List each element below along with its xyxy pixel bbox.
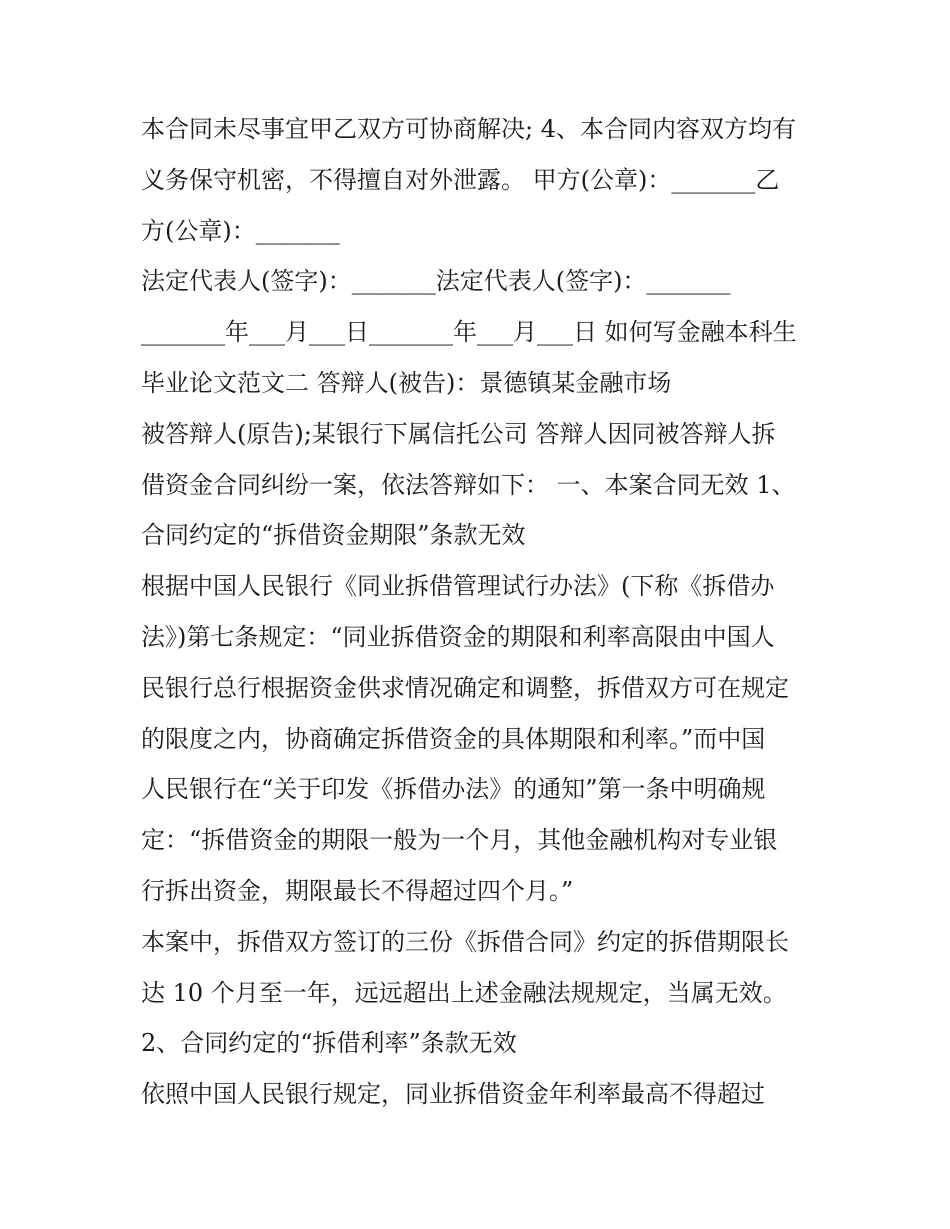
document-body [141,104,821,1120]
text-line: 义务保守机密，不得擅自对外泄露。 甲方(公章)：_______乙 [141,165,780,194]
text-line: 合同约定的“拆借资金期限”条款无效 [141,521,526,550]
text-line: 定：“拆借资金的期限一般为一个月，其他金融机构对专业银 [141,826,778,855]
text-line: 法定代表人(签字)：_______法定代表人(签字)：_______ [141,267,731,296]
text-line: 2、合同约定的“拆借利率”条款无效 [141,1029,517,1058]
text-line: 被答辩人(原告);某银行下属信托公司 答辩人因同被答辩人拆 [141,419,776,448]
text-line: 依照中国人民银行规定，同业拆借资金年利率最高不得超过 [141,1080,765,1109]
text-line: 本合同未尽事宜甲乙双方可协商解决; 4、本合同内容双方均有 [141,115,796,143]
text-line: 借资金合同纠纷一案，依法答辩如下： 一、本案合同无效 1、 [141,470,796,499]
text-line: 人民银行在“关于印发《拆借办法》的通知”第一条中明确规 [141,775,766,804]
text-line: 方(公章)：_______ [141,216,340,245]
text-line: 本案中，拆借双方签订的三份《拆借合同》约定的拆借期限长 [141,927,789,956]
text-line: 行拆出资金，期限最长不得超过四个月。” [141,876,574,905]
text-line: _______年___月___日_______年___月___日 如何写金融本科生 [141,318,797,347]
text-line: 法》)第七条规定：“同业拆借资金的期限和利率高限由中国人 [141,622,775,651]
text-line: 毕业论文范文二 答辩人(被告)：景德镇某金融市场 [141,368,672,397]
text-line: 民银行总行根据资金供求情况确定和调整，拆借双方可在规定 [141,673,789,702]
text-line: 根据中国人民银行《同业拆借管理试行办法》(下称《拆借办 [141,572,775,601]
text-line: 的限度之内，协商确定拆借资金的具体期限和利率。”而中国 [141,724,766,753]
text-line: 达 10 个月至一年，远远超出上述金融法规规定，当属无效。 [141,978,787,1007]
